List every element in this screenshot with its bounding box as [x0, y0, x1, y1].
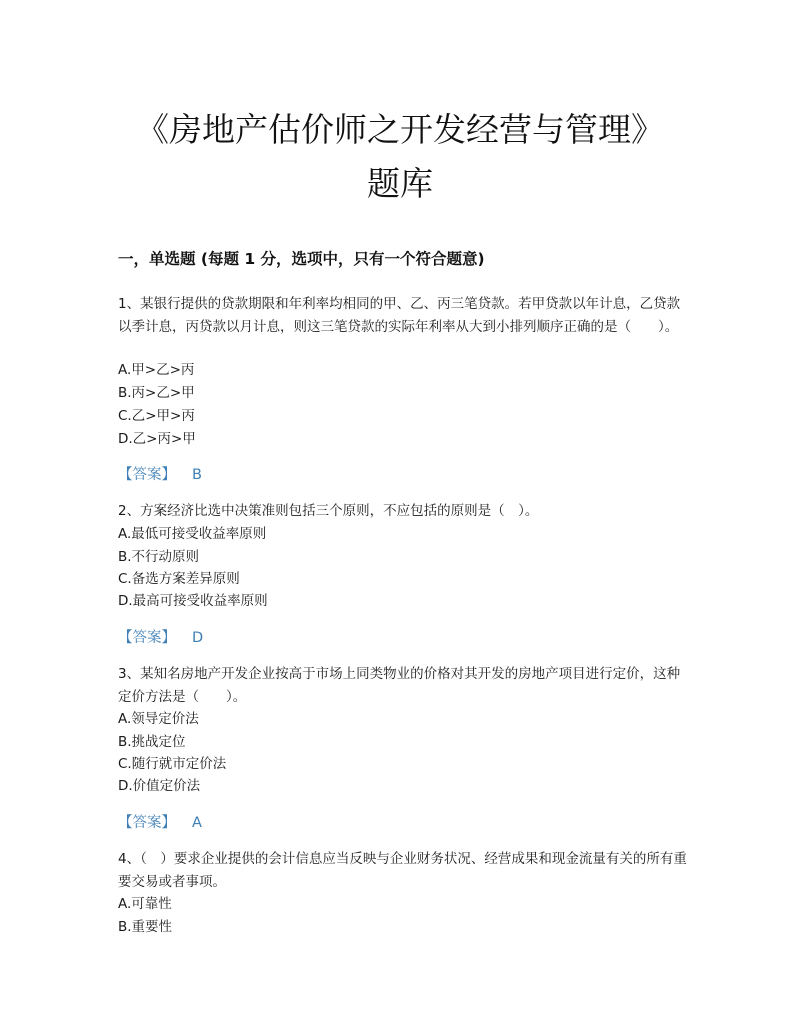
document-title: 《房地产估价师之开发经营与管理》 — [136, 110, 664, 149]
answer-label: 【答案】 — [118, 467, 176, 483]
question-2-text: 2、方案经济比选中决策准则包括三个原则，不应包括的原则是（ ）。 — [118, 503, 539, 519]
question-4-option-b: B.重要性 — [118, 919, 173, 935]
question-1-option-b: B.丙>乙>甲 — [118, 385, 195, 401]
question-4-text: 4、（ ）要求企业提供的会计信息应当反映与企业财务状况、经营成果和现金流量有关的所有重要交易或者事项。 — [118, 851, 687, 890]
question-4-option-a: A.可靠性 — [118, 896, 172, 912]
question-1-answer — [118, 464, 202, 486]
question-3-option-b: B.挑战定位 — [118, 734, 186, 750]
question-3-option-a: A.领导定价法 — [118, 711, 199, 727]
answer-value: D — [192, 630, 204, 646]
question-1-text: 1、某银行提供的贷款期限和年利率均相同的甲、乙、丙三笔贷款。若甲贷款以年计息，乙贷款以季计息，丙贷款以月计息，则这三笔贷款的实际年利率从大到小排列顺序正确的是（ ）。 — [118, 296, 681, 335]
answer-label: 【答案】 — [118, 815, 176, 831]
question-2-answer — [118, 627, 203, 649]
document-subtitle: 题库 — [367, 164, 433, 203]
question-2-option-c: C.备选方案差异原则 — [118, 571, 240, 587]
answer-value: A — [192, 815, 202, 831]
answer-value: B — [192, 467, 202, 483]
answer-label: 【答案】 — [118, 630, 176, 646]
question-1-option-c: C.乙>甲>丙 — [118, 408, 195, 424]
question-2-option-d: D.最高可接受收益率原则 — [118, 593, 268, 609]
question-3-answer — [118, 812, 202, 834]
section-heading: 一，单选题 (每题 1 分，选项中，只有一个符合题意) — [118, 250, 485, 268]
question-1-option-d: D.乙>丙>甲 — [118, 431, 196, 447]
question-3-text: 3、某知名房地产开发企业按高于市场上同类物业的价格对其开发的房地产项目进行定价，这种定价方法是（ ）。 — [118, 666, 681, 705]
question-3-option-c: C.随行就市定价法 — [118, 756, 227, 772]
question-2-option-a: A.最低可接受收益率原则 — [118, 526, 267, 542]
question-1-option-a: A.甲>乙>丙 — [118, 362, 195, 378]
question-2-option-b: B.不行动原则 — [118, 549, 200, 565]
question-3-option-d: D.价值定价法 — [118, 778, 201, 794]
